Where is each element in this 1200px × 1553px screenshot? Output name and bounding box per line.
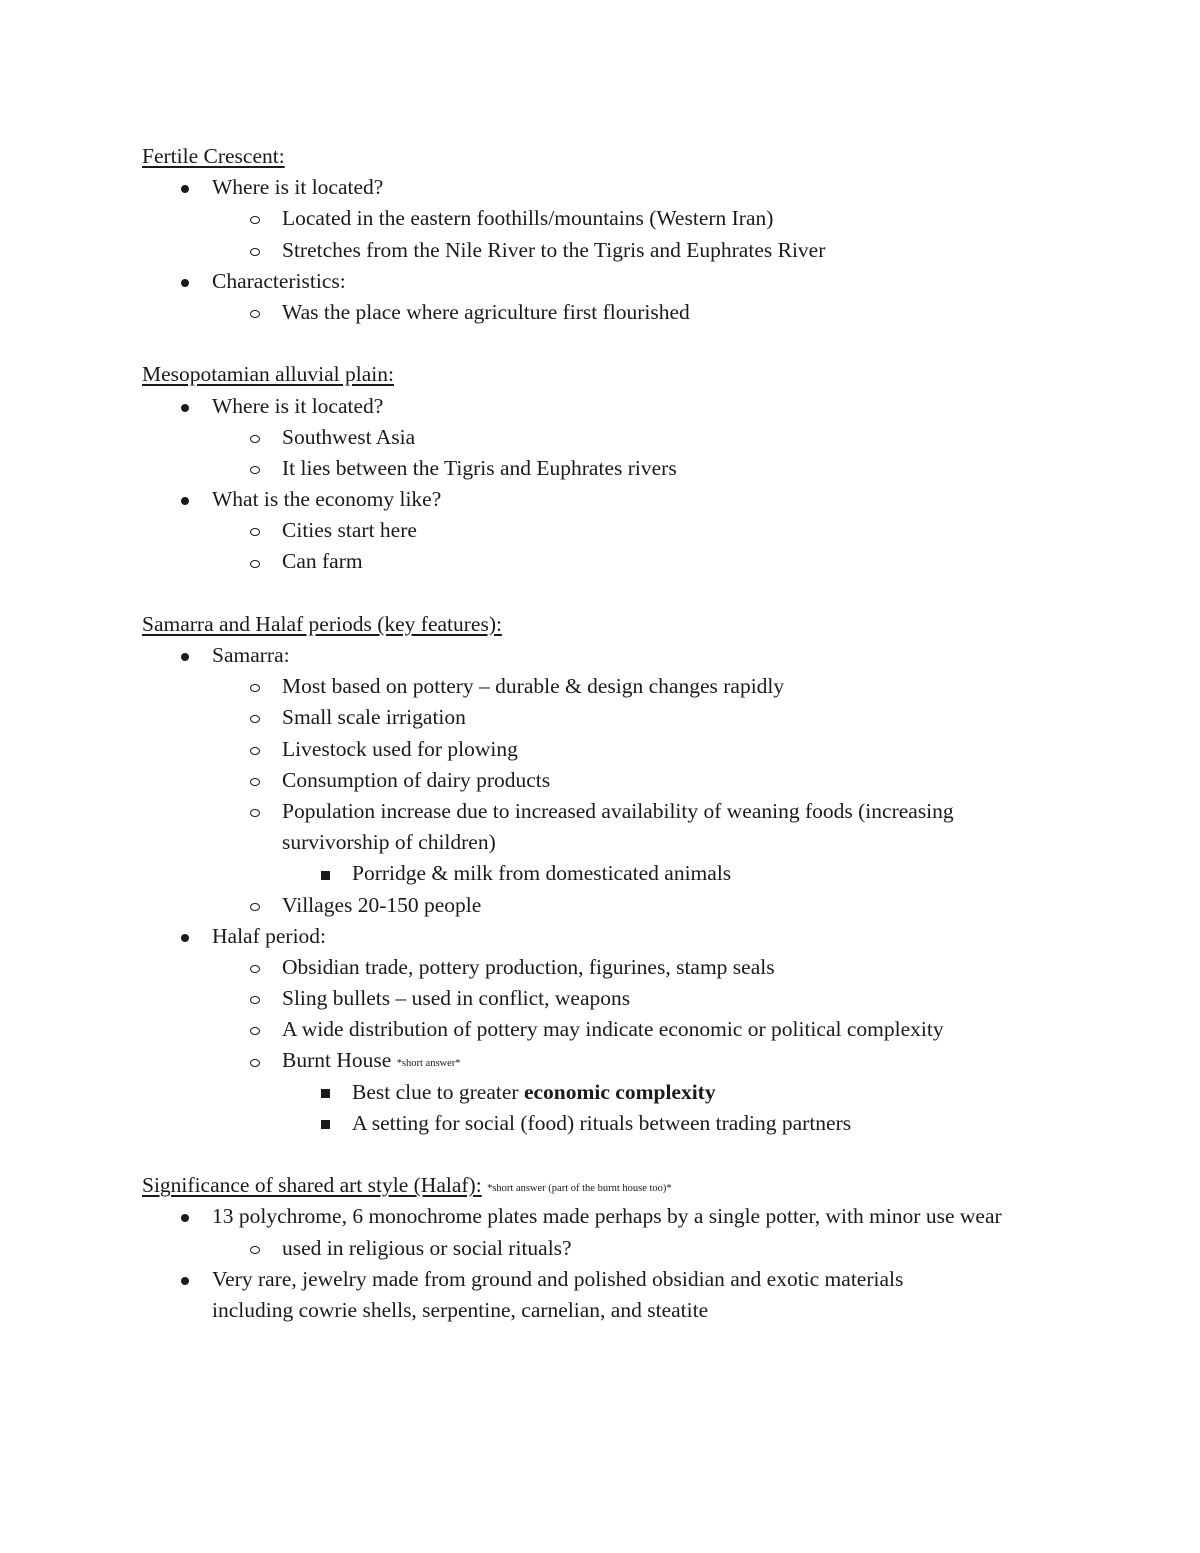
bullet-text: Was the place where agriculture first flourished bbox=[282, 299, 690, 324]
sub-bullet-item bbox=[142, 702, 1042, 733]
short-answer-note: *short answer* bbox=[396, 1058, 461, 1070]
heading-mesopotamian-plain: Mesopotamian alluvial plain: bbox=[142, 362, 394, 387]
bullet-text: Located in the eastern foothills/mountains (Western Iran) bbox=[282, 206, 774, 231]
bullet-circle-icon bbox=[245, 734, 265, 765]
bullet-text: 13 polychrome, 6 monochrome plates made perhaps by a single potter, with minor use wear bbox=[212, 1204, 1002, 1229]
sub-bullet-item bbox=[142, 297, 1042, 328]
bullet-text: Where is it located? bbox=[212, 175, 384, 200]
bullet-text: Population increase due to increased availability of weaning foods (increasing survivorship of children) bbox=[282, 798, 954, 855]
sub-bullet-item bbox=[142, 796, 954, 858]
bullet-text: Sling bullets – used in conflict, weapons bbox=[282, 986, 631, 1011]
bullet-circle-icon bbox=[245, 546, 265, 577]
sub-bullet-item bbox=[142, 1233, 1042, 1264]
bullet-text: Consumption of dairy products bbox=[282, 767, 551, 792]
bullet-square-icon bbox=[315, 1077, 335, 1108]
bullet-text: Most based on pottery – durable & design changes rapidly bbox=[282, 674, 785, 699]
bullet-circle-icon bbox=[245, 952, 265, 983]
sub-sub-bullet-item bbox=[142, 1108, 1042, 1139]
sub-bullet-item bbox=[142, 203, 1042, 234]
heading-row bbox=[142, 1170, 1042, 1201]
bullet-circle-icon bbox=[245, 422, 265, 453]
sub-bullet-item bbox=[142, 734, 1042, 765]
bullet-text: Obsidian trade, pottery production, figurines, stamp seals bbox=[282, 954, 775, 979]
sub-bullet-item bbox=[142, 546, 1042, 577]
bullet-text: A setting for social (food) rituals between trading partners bbox=[352, 1110, 852, 1135]
bullet-text: Burnt House bbox=[282, 1048, 392, 1073]
bullet-text: used in religious or social rituals? bbox=[282, 1235, 572, 1260]
bullet-circle-icon bbox=[245, 515, 265, 546]
bullet-text: Villages 20-150 people bbox=[282, 892, 482, 917]
bullet-text: A wide distribution of pottery may indicate economic or political complexity bbox=[282, 1017, 944, 1042]
bullet-circle-icon bbox=[245, 765, 265, 796]
sub-bullet-item bbox=[142, 765, 1042, 796]
bullet-item bbox=[142, 391, 1042, 422]
bullet-item bbox=[142, 484, 1042, 515]
bullet-dot-icon bbox=[175, 391, 195, 422]
bullet-circle-icon bbox=[245, 1233, 265, 1264]
bullet-circle-icon bbox=[245, 1045, 265, 1076]
sub-bullet-item bbox=[142, 983, 1042, 1014]
bullet-text: Small scale irrigation bbox=[282, 705, 466, 730]
bullet-text: It lies between the Tigris and Euphrates rivers bbox=[282, 455, 677, 480]
heading-significance: Significance of shared art style (Halaf): bbox=[142, 1173, 482, 1198]
sub-bullet-item bbox=[142, 422, 1042, 453]
bullet-text: Cities start here bbox=[282, 518, 417, 543]
bullet-circle-icon bbox=[245, 983, 265, 1014]
sub-bullet-item bbox=[142, 671, 1042, 702]
heading-samarra-halaf: Samarra and Halaf periods (key features): bbox=[142, 611, 502, 636]
sub-bullet-item bbox=[142, 235, 1042, 266]
bullet-circle-icon bbox=[245, 702, 265, 733]
bullet-item bbox=[142, 1201, 1042, 1232]
bullet-dot-icon bbox=[175, 640, 195, 671]
bullet-text: What is the economy like? bbox=[212, 487, 442, 512]
bullet-item bbox=[142, 1264, 1042, 1326]
sub-bullet-item bbox=[142, 1045, 1042, 1076]
bullet-text: Southwest Asia bbox=[282, 424, 416, 449]
bullet-item bbox=[142, 172, 1042, 203]
bullet-circle-icon bbox=[245, 297, 265, 328]
bullet-text: Porridge & milk from domesticated animals bbox=[352, 861, 732, 886]
bullet-square-icon bbox=[315, 858, 335, 889]
bullet-dot-icon bbox=[175, 1201, 195, 1232]
sub-sub-bullet-item bbox=[142, 858, 1042, 889]
bullet-circle-icon bbox=[245, 890, 265, 921]
bullet-circle-icon bbox=[245, 1014, 265, 1045]
bullet-text: Where is it located? bbox=[212, 393, 384, 418]
sub-bullet-item bbox=[142, 890, 1042, 921]
bullet-dot-icon bbox=[175, 1264, 195, 1295]
bullet-dot-icon bbox=[175, 172, 195, 203]
bullet-square-icon bbox=[315, 1108, 335, 1139]
bullet-text: Can farm bbox=[282, 549, 363, 574]
bullet-text: Livestock used for plowing bbox=[282, 736, 518, 761]
sub-bullet-item bbox=[142, 453, 1042, 484]
bullet-text: Best clue to greater bbox=[352, 1079, 519, 1104]
sub-bullet-item bbox=[142, 1014, 1042, 1045]
bullet-text: Halaf period: bbox=[212, 923, 327, 948]
bullet-text: Very rare, jewelry made from ground and polished obsidian and exotic materials including cowrie shells, serpentine, carnelian, and steatite bbox=[212, 1266, 904, 1322]
heading-fertile-crescent: Fertile Crescent: bbox=[142, 144, 285, 168]
sub-bullet-item bbox=[142, 952, 1042, 983]
bullet-text: Stretches from the Nile River to the Tigris and Euphrates River bbox=[282, 237, 826, 262]
sub-sub-bullet-item bbox=[142, 1077, 1042, 1108]
bullet-text: Characteristics: bbox=[212, 268, 346, 293]
document-page bbox=[142, 141, 1042, 1326]
bullet-circle-icon bbox=[245, 453, 265, 484]
bullet-circle-icon bbox=[245, 235, 265, 266]
bullet-item bbox=[142, 921, 1042, 952]
bullet-dot-icon bbox=[175, 266, 195, 297]
bullet-text: Samarra: bbox=[212, 643, 290, 667]
bold-text: economic complexity bbox=[523, 1079, 716, 1104]
bullet-item bbox=[142, 266, 1042, 297]
bullet-item bbox=[142, 640, 1042, 671]
bullet-circle-icon bbox=[245, 671, 265, 702]
bullet-dot-icon bbox=[175, 921, 195, 952]
bullet-circle-icon bbox=[245, 796, 265, 827]
bullet-dot-icon bbox=[175, 484, 195, 515]
short-answer-note: *short answer (part of the burnt house too)* bbox=[487, 1183, 672, 1195]
sub-bullet-item bbox=[142, 515, 1042, 546]
bullet-circle-icon bbox=[245, 203, 265, 234]
